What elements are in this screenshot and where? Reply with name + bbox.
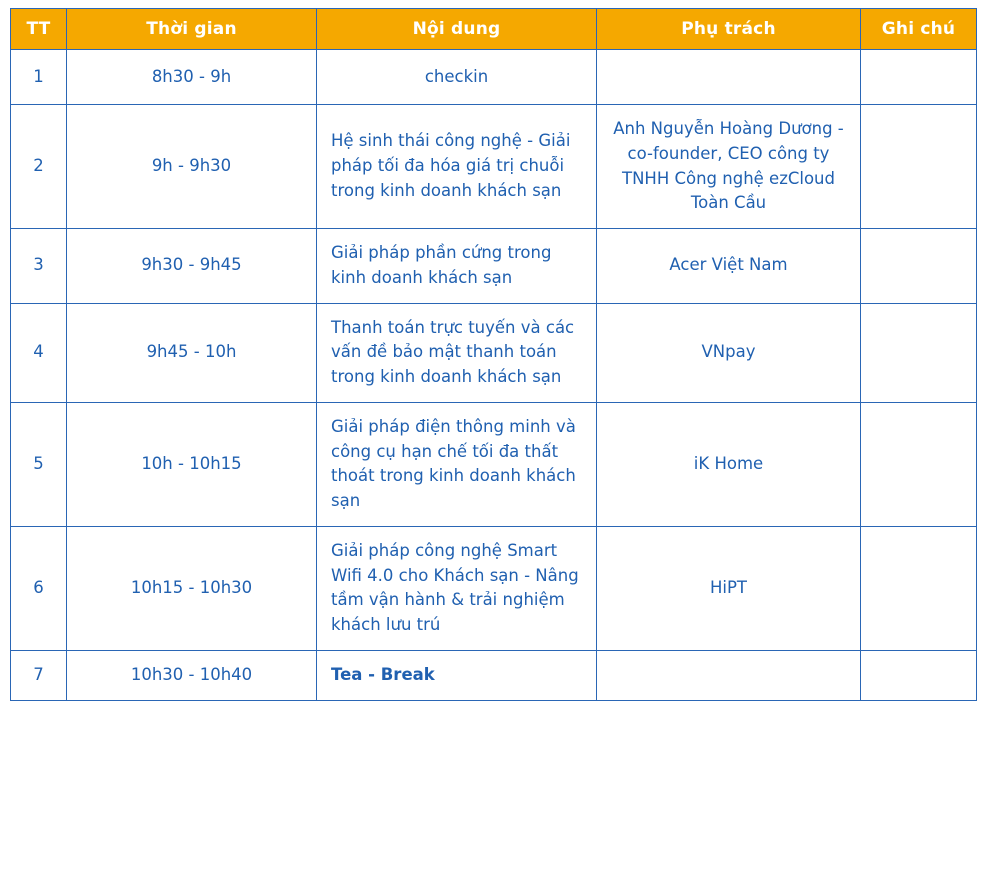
- cell-tt: 4: [11, 303, 67, 402]
- cell-tt: 3: [11, 229, 67, 304]
- cell-owner: HiPT: [597, 526, 861, 650]
- cell-content: Thanh toán trực tuyến và các vấn đề bảo mật thanh toán trong kinh doanh khách sạn: [317, 303, 597, 402]
- table-header-row: [11, 9, 977, 50]
- cell-note: [861, 650, 977, 700]
- cell-tt: 5: [11, 402, 67, 526]
- table-row: [11, 105, 977, 229]
- cell-content: Giải pháp phần cứng trong kinh doanh khách sạn: [317, 229, 597, 304]
- cell-time: 9h - 9h30: [67, 105, 317, 229]
- cell-content: Giải pháp công nghệ Smart Wifi 4.0 cho Khách sạn - Nâng tầm vận hành & trải nghiệm khách lưu trú: [317, 526, 597, 650]
- table-row: [11, 229, 977, 304]
- column-header-note: Ghi chú: [861, 9, 977, 50]
- table-row: [11, 50, 977, 105]
- cell-note: [861, 303, 977, 402]
- table-row: [11, 650, 977, 700]
- cell-owner: VNpay: [597, 303, 861, 402]
- column-header-time: Thời gian: [67, 9, 317, 50]
- cell-owner: iK Home: [597, 402, 861, 526]
- cell-time: 9h45 - 10h: [67, 303, 317, 402]
- column-header-content: Nội dung: [317, 9, 597, 50]
- cell-tt: 2: [11, 105, 67, 229]
- cell-time: 10h30 - 10h40: [67, 650, 317, 700]
- cell-tt: 1: [11, 50, 67, 105]
- cell-owner: Acer Việt Nam: [597, 229, 861, 304]
- cell-note: [861, 229, 977, 304]
- cell-content: checkin: [317, 50, 597, 105]
- cell-note: [861, 105, 977, 229]
- cell-content: Hệ sinh thái công nghệ - Giải pháp tối đa hóa giá trị chuỗi trong kinh doanh khách sạn: [317, 105, 597, 229]
- table-body: [11, 50, 977, 701]
- cell-tt: 7: [11, 650, 67, 700]
- cell-tt: 6: [11, 526, 67, 650]
- cell-note: [861, 526, 977, 650]
- cell-content: Tea - Break: [317, 650, 597, 700]
- agenda-table: [10, 8, 977, 701]
- table-row: [11, 303, 977, 402]
- cell-time: 9h30 - 9h45: [67, 229, 317, 304]
- cell-content: Giải pháp điện thông minh và công cụ hạn chế tối đa thất thoát trong kinh doanh khách sạn: [317, 402, 597, 526]
- cell-time: 10h - 10h15: [67, 402, 317, 526]
- cell-owner: [597, 650, 861, 700]
- table-row: [11, 402, 977, 526]
- table-header: [11, 9, 977, 50]
- cell-owner: Anh Nguyễn Hoàng Dương - co-founder, CEO công ty TNHH Công nghệ ezCloud Toàn Cầu: [597, 105, 861, 229]
- cell-note: [861, 402, 977, 526]
- cell-note: [861, 50, 977, 105]
- table-row: [11, 526, 977, 650]
- cell-time: 8h30 - 9h: [67, 50, 317, 105]
- cell-time: 10h15 - 10h30: [67, 526, 317, 650]
- column-header-owner: Phụ trách: [597, 9, 861, 50]
- cell-owner: [597, 50, 861, 105]
- column-header-tt: TT: [11, 9, 67, 50]
